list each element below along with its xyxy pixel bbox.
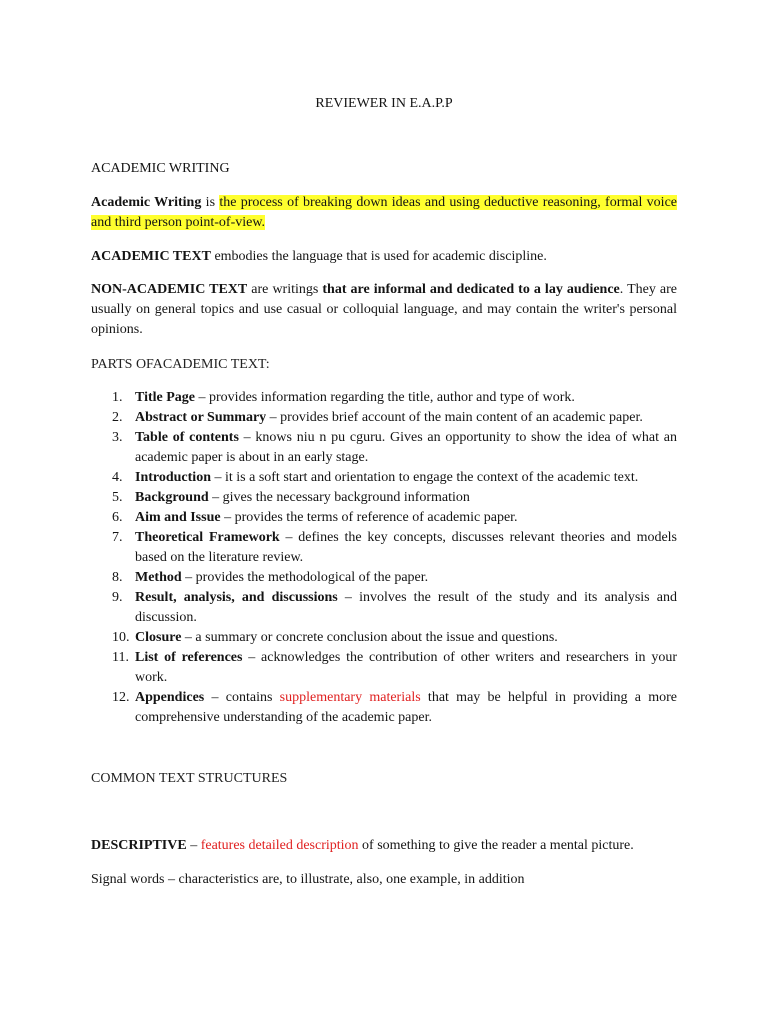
list-term: Aim and Issue <box>135 510 221 525</box>
list-description: – it is a soft start and orientation to engage the context of the academic text. <box>210 470 639 485</box>
non-academic-mid: are writings <box>247 282 323 297</box>
term-descriptive: DESCRIPTIVE <box>91 838 187 853</box>
non-academic-text-definition <box>91 280 677 340</box>
list-description: – acknowledges the contribution of other writers and researchers in your work. <box>135 650 677 685</box>
term-non-academic-text: NON-ACADEMIC TEXT <box>91 282 248 297</box>
signal-words-line: Signal words – characteristics are, to illustrate, also, one example, in addition <box>91 872 525 887</box>
list-description: – provides the terms of reference of academic paper. <box>220 510 518 525</box>
list-item <box>91 408 677 428</box>
list-description: – knows niu n pu cguru. Gives an opportunity to show the idea of what an academic paper is about in an early stage. <box>135 430 677 465</box>
list-description: – gives the necessary background information <box>208 490 470 505</box>
list-term: Introduction <box>135 470 211 485</box>
list-description: – provides the methodological of the paper. <box>181 570 429 585</box>
non-academic-bold-phrase: that are informal and dedicated to a lay audience <box>322 282 620 297</box>
list-item <box>91 628 677 648</box>
list-number: 6. <box>112 510 123 525</box>
list-number: 8. <box>112 570 123 585</box>
list-description: – involves the result of the study and its analysis and discussion. <box>135 590 677 625</box>
term-academic-writing: Academic Writing <box>91 195 202 210</box>
list-number: 3. <box>112 430 123 445</box>
list-term: Closure <box>135 630 182 645</box>
list-term: Title Page <box>135 390 196 405</box>
descriptive-description: of something to give the reader a mental picture. <box>358 838 634 853</box>
list-term: Method <box>135 570 182 585</box>
list-description: – a summary or concrete conclusion about the issue and questions. <box>181 630 558 645</box>
list-number: 11. <box>112 650 129 665</box>
list-number: 12. <box>112 690 130 705</box>
list-term: Theoretical Framework <box>135 530 280 545</box>
parts-list <box>91 388 677 728</box>
list-term: Background <box>135 490 209 505</box>
descriptive-definition <box>91 836 677 856</box>
term-academic-text: ACADEMIC TEXT <box>91 249 211 264</box>
list-item <box>91 428 677 468</box>
list-number: 5. <box>112 490 123 505</box>
list-description-post: that may be helpful in providing a more comprehensive understanding of the academic paper. <box>135 690 678 725</box>
list-number: 4. <box>112 470 123 485</box>
list-item <box>91 588 677 628</box>
list-description-pre: – contains <box>204 690 280 705</box>
list-item-appendices <box>91 688 677 728</box>
list-number: 1. <box>112 390 123 405</box>
red-phrase-supplementary: supplementary materials <box>279 690 421 705</box>
list-item <box>91 388 677 408</box>
academic-text-description: embodies the language that is used for academic discipline. <box>210 249 547 264</box>
list-number: 9. <box>112 590 123 605</box>
list-description: – provides brief account of the main content of an academic paper. <box>266 410 643 425</box>
academic-writing-definition <box>91 193 677 233</box>
academic-text-definition <box>91 247 677 267</box>
red-phrase-descriptive: features detailed description <box>200 838 359 853</box>
list-number: 10. <box>112 630 130 645</box>
descriptive-dash: – <box>186 838 201 853</box>
list-number: 2. <box>112 410 123 425</box>
list-item <box>91 528 677 568</box>
parts-heading: PARTS OFACADEMIC TEXT: <box>91 357 270 372</box>
list-term: Table of contents <box>135 430 239 445</box>
list-item <box>91 468 677 488</box>
list-term: List of references <box>135 650 243 665</box>
non-academic-description: . They are usually on general topics and use casual or colloquial language, and may contain the writer's personal opinions. <box>91 282 677 337</box>
list-term: Result, analysis, and discussions <box>135 590 338 605</box>
document-title: REVIEWER IN E.A.P.P <box>315 96 453 111</box>
list-item <box>91 488 677 508</box>
section-heading-academic-writing: ACADEMIC WRITING <box>91 161 230 176</box>
highlighted-definition: the process of breaking down ideas and using deductive reasoning, formal voice and third person point-of-view. <box>91 195 677 230</box>
list-term: Abstract or Summary <box>135 410 267 425</box>
list-number: 7. <box>112 530 123 545</box>
list-term: Appendices <box>135 690 205 705</box>
list-item <box>91 648 677 688</box>
common-structures-heading: COMMON TEXT STRUCTURES <box>91 771 288 786</box>
list-description: – defines the key concepts, discusses relevant theories and models based on the literature review. <box>135 530 678 565</box>
list-item <box>91 568 677 588</box>
list-description: – provides information regarding the title, author and type of work. <box>195 390 575 405</box>
list-item <box>91 508 677 528</box>
definition-connector: is <box>201 195 220 210</box>
